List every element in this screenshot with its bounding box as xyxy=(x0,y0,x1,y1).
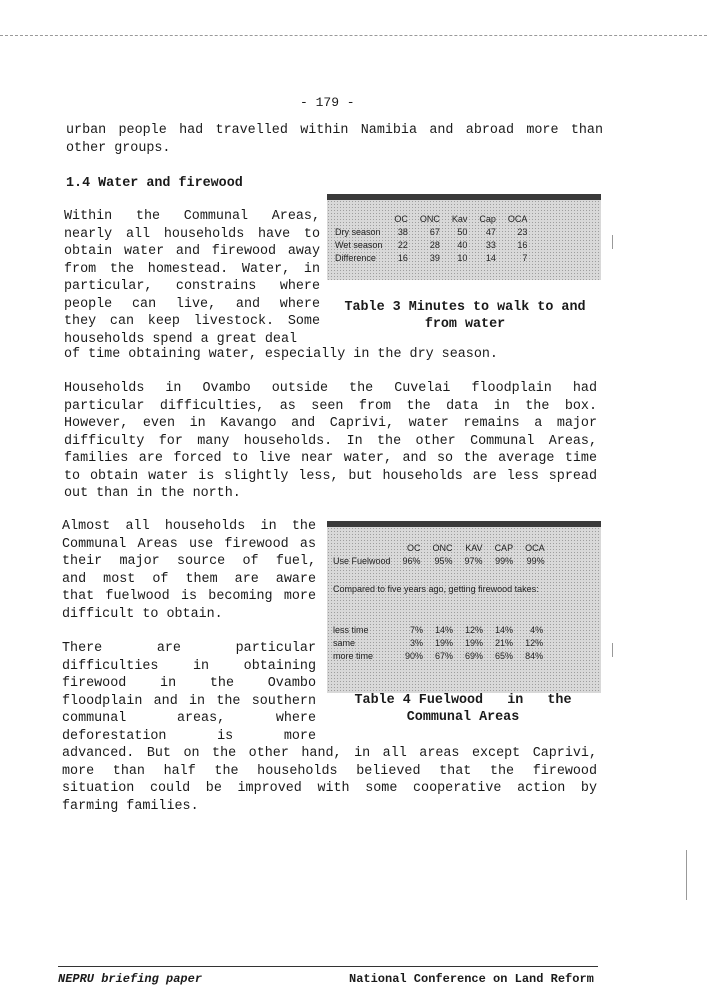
table-cell: 99% xyxy=(526,555,545,566)
margin-mark xyxy=(686,850,687,900)
text-line: nearly all households have to xyxy=(64,226,320,242)
text-line: people can live, and where xyxy=(64,296,320,312)
paragraph-water-narrow xyxy=(64,208,320,348)
text-line: Households in Ovambo outside the Cuvelai floodplain had xyxy=(64,381,597,396)
text-line: they can keep livestock. Some xyxy=(64,314,320,329)
text-line: Within the Communal Areas, xyxy=(64,209,320,224)
row-label: less time xyxy=(333,624,369,635)
table-cell: 4% xyxy=(530,624,544,635)
page-number: - 179 - xyxy=(300,95,355,110)
table-cell: 7% xyxy=(410,624,424,635)
paragraph-water-full xyxy=(64,346,498,364)
table-cell: 50 xyxy=(457,226,468,237)
column-header: OCA xyxy=(507,213,528,224)
table-cell: 99% xyxy=(495,555,514,566)
margin-mark xyxy=(612,235,613,249)
text-line: situation could be improved with some cooperative action by xyxy=(62,781,597,796)
row-label: same xyxy=(333,637,356,648)
table-4-question: Compared to five years ago, getting firewood takes: xyxy=(333,584,539,594)
table-cell: 19% xyxy=(435,637,454,648)
text-line: difficult to obtain. xyxy=(62,606,223,622)
table-cell: 16 xyxy=(517,239,528,250)
column-header: ONC xyxy=(432,542,453,553)
caption-line: Table 3 Minutes to walk to and xyxy=(344,300,586,315)
caption-line: from water xyxy=(424,317,506,332)
column-header: CAP xyxy=(494,542,514,553)
table-cell: 14% xyxy=(435,624,454,635)
top-rule xyxy=(0,35,707,36)
table-row xyxy=(331,636,549,649)
table-cell: 14% xyxy=(495,624,514,635)
footer-left: NEPRU briefing paper xyxy=(58,972,203,986)
table-cell: 16 xyxy=(397,252,408,263)
table-cell: 90% xyxy=(405,650,424,661)
paragraph-firewood xyxy=(62,518,316,623)
row-label: Wet season xyxy=(335,239,383,250)
column-header: Cap xyxy=(479,213,496,224)
table-cell: 69% xyxy=(465,650,484,661)
intro-paragraph xyxy=(66,122,603,157)
caption-line: Table 4 Fuelwood in the xyxy=(354,693,572,708)
table-cell: 19% xyxy=(465,637,484,648)
column-header: OC xyxy=(407,542,421,553)
table-cell: 22 xyxy=(397,239,408,250)
row-label: Dry season xyxy=(335,226,381,237)
text-line: Communal Areas use firewood as xyxy=(62,536,316,552)
table-cell: 47 xyxy=(485,226,496,237)
column-header: ONC xyxy=(419,213,440,224)
table-row xyxy=(333,251,533,264)
table-cell: 33 xyxy=(485,239,496,250)
table-3-box xyxy=(327,194,601,280)
column-header: OC xyxy=(394,213,408,224)
table-3 xyxy=(333,212,533,264)
table-cell: 23 xyxy=(517,226,528,237)
text-line: obtain water and firewood away xyxy=(64,244,320,259)
paragraph-difficulties-full xyxy=(62,745,597,815)
caption-line: Communal Areas xyxy=(406,710,520,725)
table-cell: 10 xyxy=(457,252,468,263)
table-row xyxy=(333,225,533,238)
table-cell: 14 xyxy=(485,252,496,263)
text-line: There are particular xyxy=(62,641,316,656)
table-cell: 7 xyxy=(522,252,528,263)
text-line: particular difficulties, as seen from the data in the box. xyxy=(64,398,597,414)
column-header: OCA xyxy=(525,542,545,553)
table-4-times xyxy=(331,623,549,662)
table-4-caption xyxy=(327,692,599,726)
text-line: urban people had travelled within Namibia and abroad more than xyxy=(66,123,603,138)
section-heading: 1.4 Water and firewood xyxy=(66,176,243,191)
text-line: their major source of fuel, xyxy=(62,554,316,569)
text-line: other groups. xyxy=(66,140,171,156)
table-cell: 67% xyxy=(435,650,454,661)
text-line: to obtain water is slightly less, but households are less spread xyxy=(64,468,597,484)
paragraph-households xyxy=(64,380,597,503)
table-4-box xyxy=(327,521,601,693)
row-label: Use Fuelwood xyxy=(333,555,391,566)
table-cell: 95% xyxy=(434,555,453,566)
table-cell: 97% xyxy=(464,555,483,566)
text-line: that fuelwood is becoming more xyxy=(62,589,316,604)
text-line: of time obtaining water, especially in the dry season. xyxy=(64,347,498,362)
table-cell: 84% xyxy=(525,650,544,661)
text-line: households spend a great deal xyxy=(64,331,298,347)
row-label: more time xyxy=(333,650,374,661)
text-line: out than in the north. xyxy=(64,486,241,501)
text-line: farming families. xyxy=(62,798,199,814)
table-cell: 40 xyxy=(457,239,468,250)
text-line: and most of them are aware xyxy=(62,571,316,587)
table-cell: 12% xyxy=(525,637,544,648)
text-line: communal areas, where xyxy=(62,711,316,726)
table-row xyxy=(331,554,551,567)
text-line: floodplain and in the southern xyxy=(62,693,316,709)
table-cell: 65% xyxy=(495,650,514,661)
footer-rule xyxy=(58,966,598,967)
table-row xyxy=(331,649,549,662)
column-header: Kav xyxy=(451,213,468,224)
footer-right: National Conference on Land Reform xyxy=(349,972,594,986)
text-line: from the homestead. Water, in xyxy=(64,261,320,277)
table-cell: 38 xyxy=(397,226,408,237)
text-line: However, even in Kavango and Caprivi, water remains a major xyxy=(64,416,597,431)
table-cell: 12% xyxy=(465,624,484,635)
text-line: difficulties in obtaining xyxy=(62,658,316,674)
paragraph-difficulties-narrow xyxy=(62,640,316,745)
text-line: families are forced to live near water, and so the average time xyxy=(64,451,597,466)
table-cell: 3% xyxy=(410,637,424,648)
table-cell: 67 xyxy=(429,226,440,237)
text-line: more than half the households believed that the firewood xyxy=(62,763,597,779)
table-3-caption xyxy=(327,299,603,333)
column-header: KAV xyxy=(465,542,483,553)
table-cell: 39 xyxy=(429,252,440,263)
table-row xyxy=(331,623,549,636)
row-label: Difference xyxy=(335,252,376,263)
text-line: firewood in the Ovambo xyxy=(62,676,316,691)
text-line: advanced. But on the other hand, in all areas except Caprivi, xyxy=(62,746,597,761)
table-row xyxy=(333,238,533,251)
table-cell: 21% xyxy=(495,637,514,648)
text-line: difficulty for many households. In the other Communal Areas, xyxy=(64,433,597,449)
table-4 xyxy=(331,541,551,567)
text-line: particular, constrains where xyxy=(64,279,320,294)
table-cell: 96% xyxy=(402,555,421,566)
margin-mark xyxy=(612,643,613,657)
text-line: deforestation is more xyxy=(62,728,316,744)
text-line: Almost all households in the xyxy=(62,519,316,534)
table-cell: 28 xyxy=(429,239,440,250)
